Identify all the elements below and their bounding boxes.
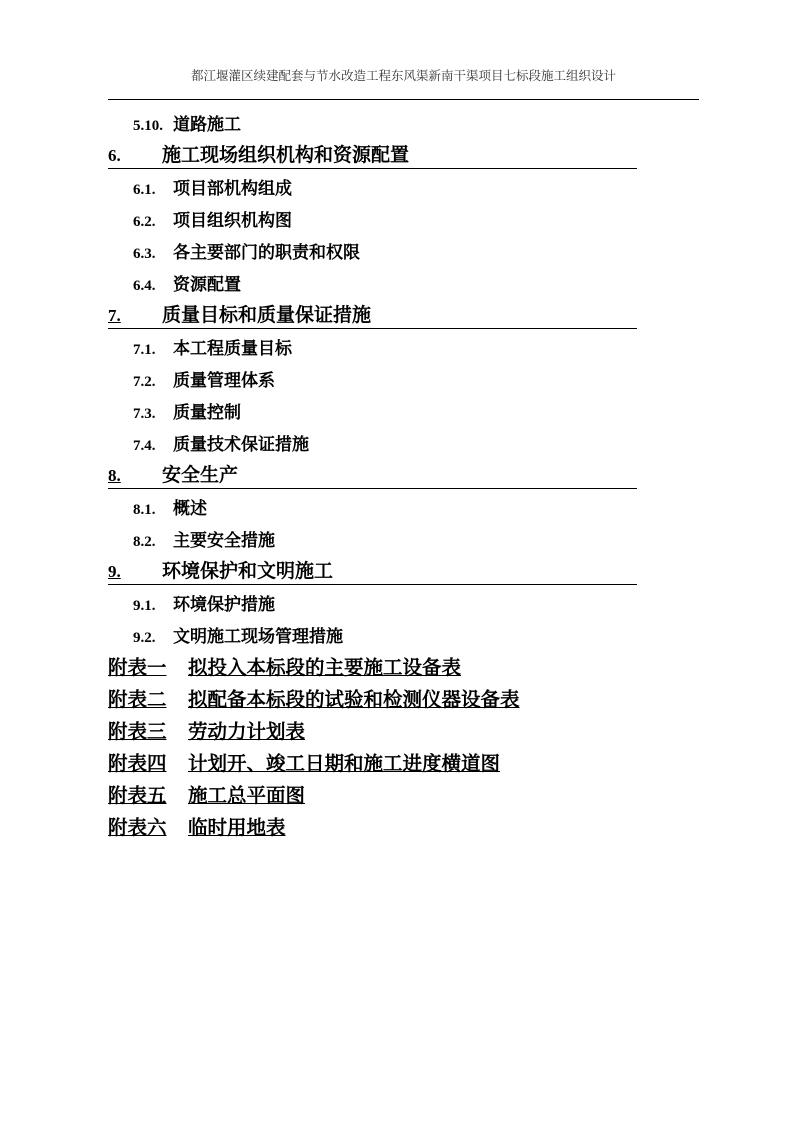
toc-number: 7. — [108, 306, 121, 325]
toc-title: 资源配置 — [173, 275, 241, 295]
toc-title: 拟投入本标段的主要施工设备表 — [188, 656, 462, 679]
toc-number: 6.1. — [133, 182, 156, 198]
toc-number: 8.1. — [133, 502, 156, 518]
toc-title: 施工现场组织机构和资源配置 — [162, 144, 410, 166]
toc-entry-8-2[interactable] — [133, 526, 275, 551]
toc-number: 7.4. — [133, 438, 156, 454]
toc-entry-6-3[interactable] — [133, 238, 360, 263]
toc-number: 附表六 — [108, 816, 167, 839]
toc-entry-7-2[interactable] — [133, 366, 275, 391]
toc-title: 项目组织机构图 — [173, 211, 292, 231]
toc-title: 劳动力计划表 — [188, 720, 306, 743]
toc-appendix-4[interactable] — [108, 748, 500, 776]
toc-entry-8-1[interactable] — [133, 494, 207, 519]
toc-section-6[interactable] — [108, 140, 637, 169]
toc-entry-9-1[interactable] — [133, 590, 275, 615]
toc-number: 9. — [108, 562, 121, 581]
toc-number: 7.1. — [133, 342, 156, 358]
toc-number: 附表三 — [108, 720, 167, 743]
toc-title: 本工程质量目标 — [173, 339, 292, 359]
toc-title: 质量目标和质量保证措施 — [162, 304, 372, 326]
toc-title: 概述 — [173, 499, 207, 519]
toc-title: 各主要部门的职责和权限 — [173, 243, 360, 263]
toc-title: 环境保护措施 — [173, 595, 275, 615]
toc-title: 施工总平面图 — [188, 784, 306, 807]
toc-entry-6-2[interactable] — [133, 206, 292, 231]
toc-number: 9.1. — [133, 598, 156, 614]
toc-number: 6.2. — [133, 214, 156, 230]
toc-entry-5-10[interactable] — [133, 110, 241, 135]
toc-number: 6.3. — [133, 246, 156, 262]
toc-number: 5.10. — [133, 118, 163, 134]
toc-appendix-5[interactable] — [108, 780, 305, 808]
toc-title: 环境保护和文明施工 — [162, 560, 334, 582]
toc-number: 6. — [108, 146, 121, 165]
toc-appendix-2[interactable] — [108, 684, 520, 712]
toc-section-9[interactable] — [108, 556, 637, 585]
toc-title: 道路施工 — [173, 115, 241, 135]
toc-number: 附表五 — [108, 784, 167, 807]
toc-title: 文明施工现场管理措施 — [173, 627, 343, 647]
toc-appendix-6[interactable] — [108, 812, 286, 840]
toc-number: 附表四 — [108, 752, 167, 775]
toc-title: 项目部机构组成 — [173, 179, 292, 199]
toc-number: 9.2. — [133, 630, 156, 646]
toc-number: 7.2. — [133, 374, 156, 390]
toc-appendix-1[interactable] — [108, 652, 461, 680]
toc-number: 7.3. — [133, 406, 156, 422]
toc-section-8[interactable] — [108, 460, 637, 489]
toc-number: 8. — [108, 466, 121, 485]
toc-number: 附表一 — [108, 656, 167, 679]
toc-title: 质量控制 — [173, 403, 241, 423]
toc-title: 质量管理体系 — [173, 371, 275, 391]
toc-title: 拟配备本标段的试验和检测仪器设备表 — [188, 688, 520, 711]
toc-entry-6-4[interactable] — [133, 270, 241, 295]
toc-title: 质量技术保证措施 — [173, 435, 309, 455]
toc-number: 附表二 — [108, 688, 167, 711]
toc-title: 临时用地表 — [188, 816, 286, 839]
toc-entry-7-4[interactable] — [133, 430, 309, 455]
toc-section-7[interactable] — [108, 300, 637, 329]
page-header: 都江堰灌区续建配套与节水改造工程东风渠新南干渠项目七标段施工组织设计 — [190, 68, 616, 83]
toc-title: 计划开、竣工日期和施工进度横道图 — [188, 752, 501, 775]
toc-number: 6.4. — [133, 278, 156, 294]
toc-appendix-3[interactable] — [108, 716, 305, 744]
toc-title: 安全生产 — [162, 464, 239, 486]
toc-title: 主要安全措施 — [173, 531, 275, 551]
toc-entry-6-1[interactable] — [133, 174, 292, 199]
toc-entry-7-1[interactable] — [133, 334, 292, 359]
toc-number: 8.2. — [133, 534, 156, 550]
toc-entry-9-2[interactable] — [133, 622, 343, 647]
toc-entry-7-3[interactable] — [133, 398, 241, 423]
